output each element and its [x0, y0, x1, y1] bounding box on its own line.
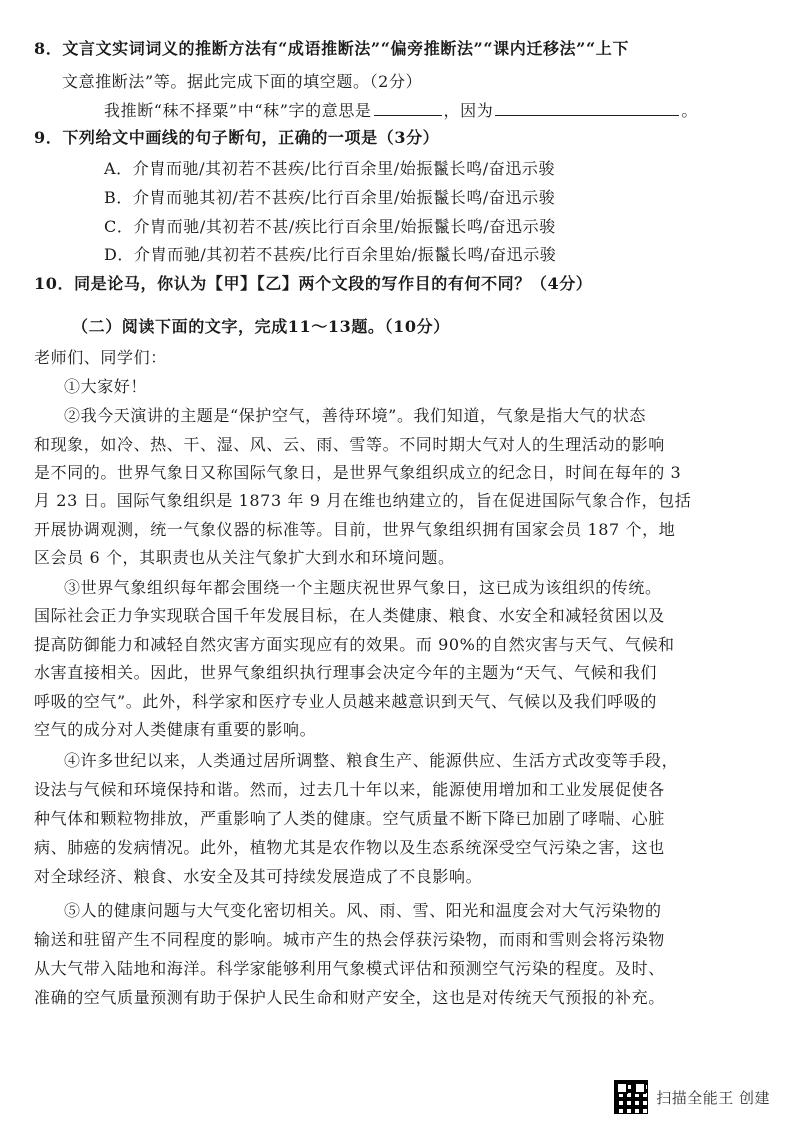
answer-blank-meaning[interactable]	[374, 99, 442, 116]
passage-line: 设法与气候和环境保持和谐。然而，过去几十年以来，能源使用增加和工业发展促使各	[34, 780, 665, 799]
passage-line: 对全球经济、粮食、水安全及其可持续发展造成了不良影响。	[34, 867, 483, 886]
question-9-option-b: B．介胄而驰其初/若不甚疾/比行百余里/始振鬣长鸣/奋迅示骏	[104, 188, 556, 207]
passage-paragraph-3: ③世界气象组织每年都会围绕一个主题庆祝世界气象日，这已成为该组织的传统。	[64, 578, 662, 597]
question-9-option-c: C．介胄而驰/其初若不甚/疾比行百余里/始振鬣长鸣/奋迅示骏	[104, 217, 556, 236]
question-8-line-2: 文意推断法”等。据此完成下面的填空题。（2分）	[62, 72, 423, 91]
passage-line: 种气体和颗粒物排放，严重影响了人类的健康。空气质量不断下降已加剧了哮喘、心脏	[34, 809, 665, 828]
answer-blank-reason[interactable]	[495, 99, 679, 116]
question-10-stem: 10．同是论马，你认为【甲】【乙】两个文段的写作目的有何不同？（4分）	[34, 274, 593, 293]
question-8-because: ，因为	[443, 101, 494, 120]
passage-paragraph-5: ⑤人的健康问题与大气变化密切相关。风、雨、雪、阳光和温度会对大气污染物的	[64, 901, 662, 920]
question-8-line-1: 8．文言文实词词义的推断方法有“成语推断法”“偏旁推断法”“课内迁移法”“上下	[34, 39, 629, 58]
salutation: 老师们、同学们：	[34, 348, 167, 367]
question-8-prompt: 我推断“秣不择粟”中“秣”字的意思是	[104, 101, 372, 120]
section-2-heading: （二）阅读下面的文字，完成11～13题。（10分）	[72, 317, 450, 336]
passage-line: 输送和驻留产生不同程度的影响。城市产生的热会俘获污染物，而雨和雪则会将污染物	[34, 930, 665, 949]
watermark-text: 扫描全能王 创建	[656, 1088, 770, 1107]
question-9-stem: 9．下列给文中画线的句子断句，正确的一项是（3分）	[34, 128, 440, 147]
passage-line: 呼吸的空气”。此外，科学家和医疗专业人员越来越意识到天气、气候以及我们呼吸的	[34, 692, 657, 711]
passage-line: 病、肺癌的发病情况。此外，植物尤其是农作物以及生态系统深受空气污染之害，这也	[34, 838, 665, 857]
passage-line: 开展协调观测，统一气象仪器的标准等。目前，世界气象组织拥有国家会员 187 个，地	[34, 520, 676, 539]
question-8-fill-line	[104, 99, 698, 122]
passage-paragraph-1: ①大家好！	[64, 377, 148, 396]
passage-line: ②我今天演讲的主题是“保护空气，善待环境”。我们知道，气象是指大气的状态	[64, 406, 646, 425]
passage-paragraph-4: ④许多世纪以来，人类通过居所调整、粮食生产、能源供应、生活方式改变等手段，	[64, 751, 679, 770]
passage-line: 是不同的。世界气象日又称国际气象日，是世界气象组织成立的纪念日，时间在每年的 3	[34, 463, 682, 482]
question-8-period: 。	[681, 101, 698, 120]
qr-code-icon	[614, 1080, 648, 1114]
passage-line: 从大气带入陆地和海洋。科学家能够利用气象模式评估和预测空气污染的程度。及时、	[34, 959, 665, 978]
passage-line: 准确的空气质量预测有助于保护人民生命和财产安全，这也是对传统天气预报的补充。	[34, 988, 665, 1007]
question-9-option-a: A．介胄而驰/其初若不甚疾/比行百余里/始振鬣长鸣/奋迅示骏	[104, 159, 556, 178]
question-9-option-d: D．介胄而驰/其初若不甚疾/比行百余里始/振鬣长鸣/奋迅示骏	[104, 245, 557, 264]
passage-line: 国际社会正力争实现联合国千年发展目标，在人类健康、粮食、水安全和减轻贫困以及	[34, 606, 665, 625]
passage-line: 月 23 日。国际气象组织是 1873 年 9 月在维也纳建立的，旨在促进国际气象合作，包括	[34, 491, 692, 510]
passage-line: 提高防御能力和减轻自然灾害方面实现应有的效果。而 90%的自然灾害与天气、气候和	[34, 635, 675, 654]
passage-line: 空气的成分对人类健康有重要的影响。	[34, 720, 317, 739]
passage-line: 水害直接相关。因此，世界气象组织执行理事会决定今年的主题为“天气、气候和我们	[34, 663, 657, 682]
passage-line: 区会员 6 个，其职责也从关注气象扩大到水和环境问题。	[34, 548, 455, 567]
scanner-watermark	[614, 1080, 770, 1114]
passage-line: 和现象，如冷、热、干、湿、风、云、雨、雪等。不同时期大气对人的生理活动的影响	[34, 435, 665, 454]
